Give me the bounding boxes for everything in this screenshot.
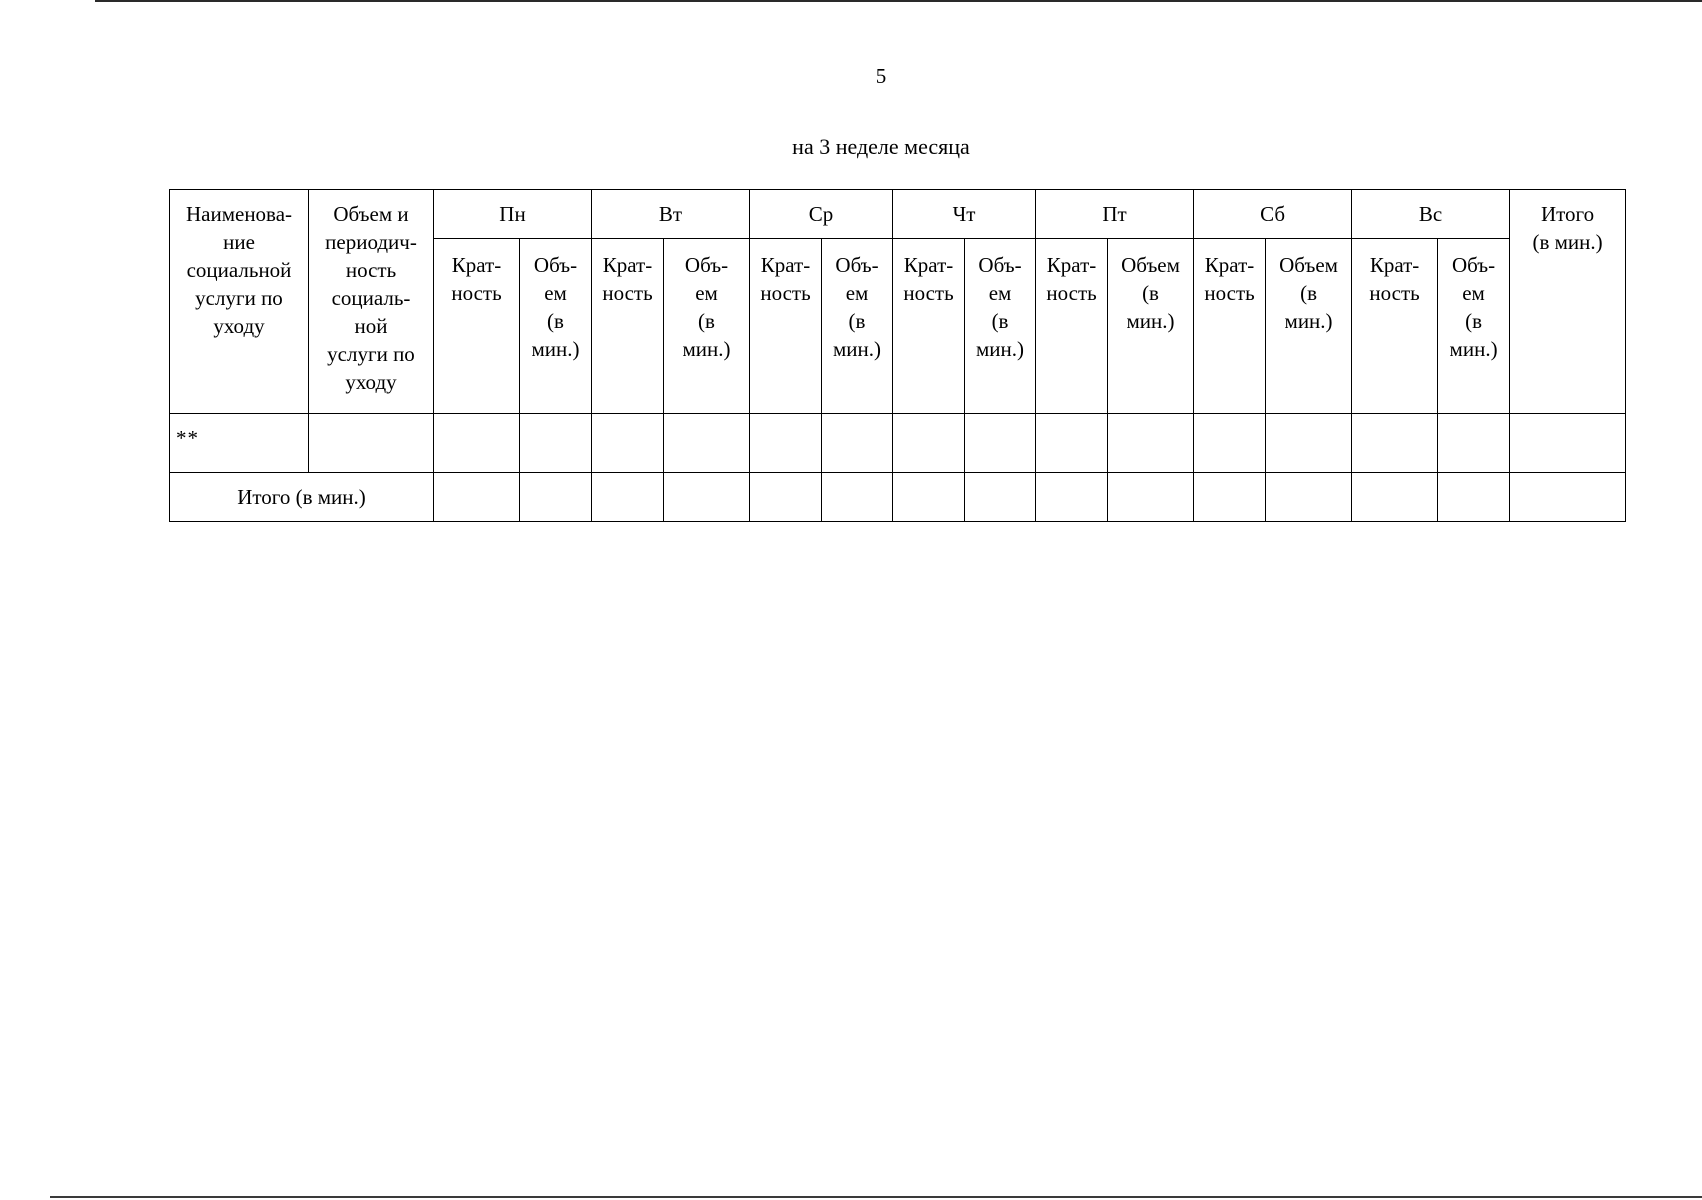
header-sat-volume: Объем (в мин.)	[1266, 239, 1352, 414]
cell-wed-volume	[822, 414, 893, 473]
header-row-days	[170, 190, 1626, 239]
total-wed-frequency	[750, 473, 822, 522]
scan-edge-top	[95, 0, 1702, 2]
header-mon-volume: Объ- ем (в мин.)	[520, 239, 592, 414]
header-wed-frequency: Крат- ность	[750, 239, 822, 414]
total-thu-volume	[965, 473, 1036, 522]
total-sun-volume	[1438, 473, 1510, 522]
total-sun-frequency	[1352, 473, 1438, 522]
schedule-table	[169, 189, 1626, 522]
cell-mon-frequency	[434, 414, 520, 473]
header-service-name: Наименова- ние социальной услуги по уходу	[170, 190, 309, 414]
header-sun-frequency: Крат- ность	[1352, 239, 1438, 414]
total-wed-volume	[822, 473, 893, 522]
total-overall	[1510, 473, 1626, 522]
header-day-sun: Вс	[1352, 190, 1510, 239]
total-mon-frequency	[434, 473, 520, 522]
header-thu-volume: Объ- ем (в мин.)	[965, 239, 1036, 414]
cell-mon-volume	[520, 414, 592, 473]
header-day-fri: Пт	[1036, 190, 1194, 239]
header-service-volume: Объем и периодич- ность социаль- ной услуги по уходу	[309, 190, 434, 414]
header-day-tue: Вт	[592, 190, 750, 239]
header-tue-volume: Объ- ем (в мин.)	[664, 239, 750, 414]
header-day-thu: Чт	[893, 190, 1036, 239]
header-day-sat: Сб	[1194, 190, 1352, 239]
total-tue-frequency	[592, 473, 664, 522]
total-sat-volume	[1266, 473, 1352, 522]
cell-thu-volume	[965, 414, 1036, 473]
row-marker: **	[170, 414, 309, 473]
total-row	[170, 473, 1626, 522]
header-thu-frequency: Крат- ность	[893, 239, 965, 414]
header-fri-frequency: Крат- ность	[1036, 239, 1108, 414]
header-day-mon: Пн	[434, 190, 592, 239]
cell-wed-frequency	[750, 414, 822, 473]
cell-fri-frequency	[1036, 414, 1108, 473]
total-fri-volume	[1108, 473, 1194, 522]
total-fri-frequency	[1036, 473, 1108, 522]
total-sat-frequency	[1194, 473, 1266, 522]
header-tue-frequency: Крат- ность	[592, 239, 664, 414]
header-day-wed: Ср	[750, 190, 893, 239]
scan-edge-bottom	[50, 1196, 1702, 1198]
cell-tue-frequency	[592, 414, 664, 473]
cell-total	[1510, 414, 1626, 473]
header-sun-volume: Объ- ем (в мин.)	[1438, 239, 1510, 414]
header-wed-volume: Объ- ем (в мин.)	[822, 239, 893, 414]
page-number: 5	[875, 64, 887, 88]
cell-sun-frequency	[1352, 414, 1438, 473]
cell-fri-volume	[1108, 414, 1194, 473]
cell-tue-volume	[664, 414, 750, 473]
total-tue-volume	[664, 473, 750, 522]
header-fri-volume: Объем (в мин.)	[1108, 239, 1194, 414]
cell-volume	[309, 414, 434, 473]
cell-thu-frequency	[893, 414, 965, 473]
total-label: Итого (в мин.)	[170, 473, 434, 522]
total-mon-volume	[520, 473, 592, 522]
cell-sun-volume	[1438, 414, 1510, 473]
table-row	[170, 414, 1626, 473]
header-mon-frequency: Крат- ность	[434, 239, 520, 414]
total-thu-frequency	[893, 473, 965, 522]
header-total: Итого (в мин.)	[1510, 190, 1626, 414]
header-sat-frequency: Крат- ность	[1194, 239, 1266, 414]
cell-sat-volume	[1266, 414, 1352, 473]
table-caption: на 3 неделе месяца	[792, 134, 970, 159]
cell-sat-frequency	[1194, 414, 1266, 473]
